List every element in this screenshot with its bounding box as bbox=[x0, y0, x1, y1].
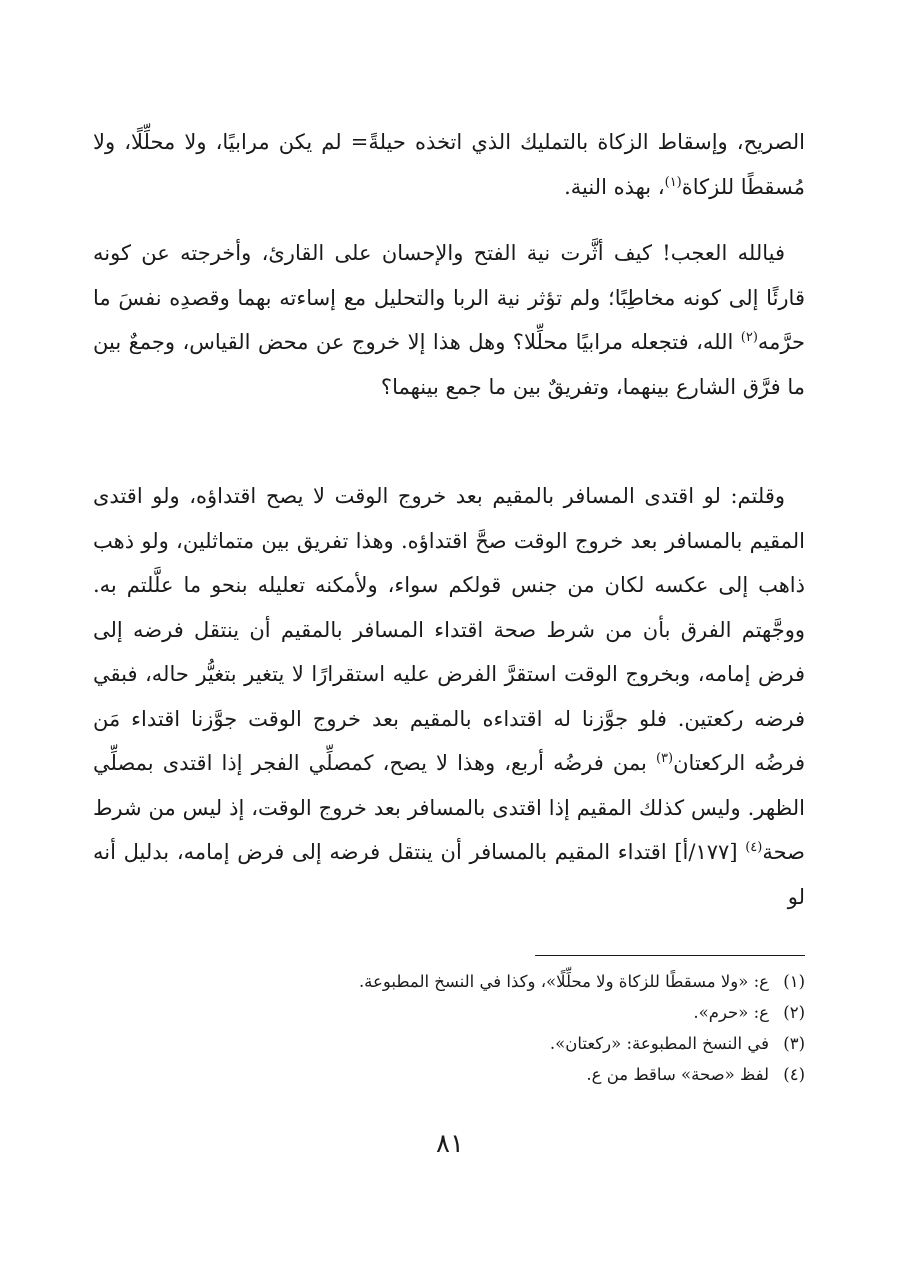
footnote-reference-3: (٣) bbox=[655, 751, 674, 766]
footnotes-list bbox=[93, 966, 805, 1090]
footnote-text: في النسخ المطبوعة: «ركعتان». bbox=[549, 1034, 769, 1053]
paragraph-text: وقلتم: لو اقتدى المسافر بالمقيم بعد خروج الوقت لا يصح اقتداؤه، ولو اقتدى المقيم بالمسافر بعد خروج الوقت صحَّ اقتداؤه. وهذا تفريق بين متماثلين، ولو ذهب ذاهب إلى عكسه لكان من جنس قولكم سواء، ولأمكنه تعليله بنحو ما علَّلتم به. ووجَّهتم الفرق بأن من شرط صحة اقتداء المسافر بالمقيم أن ينتقل فرضه إلى فرض إمامه، وبخروج الوقت استقرَّ الفرض عليه استقرارًا لا يتغير بتغيُّر حاله، فبقي فرضه ركعتين. فلو جوَّزنا له اقتداءه بالمقيم بعد خروج الوقت جوَّزنا اقتداء مَن فرضُه الركعتان bbox=[93, 484, 805, 775]
paragraph-text: ، بهذه النية. bbox=[564, 174, 665, 199]
footnote-number: (٤) bbox=[783, 1065, 805, 1084]
paragraph-text: [١٧٧/أ] اقتداء المقيم بالمسافر أن ينتقل فرضه إلى فرض إمامه، بدليل أنه لو bbox=[93, 840, 805, 909]
paragraph-text: بمن فرضُه أربع، وهذا لا يصح، كمصلِّي الفجر إذا اقتدى بمصلِّي الظهر. وليس كذلك المقيم إذا اقتدى بالمسافر بعد خروج الوقت، إذ ليس من شرط صحة bbox=[93, 751, 805, 864]
footnote-reference-2: (٢) bbox=[740, 330, 758, 345]
footnote-item bbox=[93, 1059, 805, 1090]
body-paragraph-1 bbox=[93, 120, 805, 209]
footnote-text: ع: «ولا مسقطًا للزكاة ولا محلِّلًا»، وكذا في النسخ المطبوعة. bbox=[358, 972, 769, 991]
footnote-item bbox=[93, 966, 805, 997]
footnote-reference-4: (٤) bbox=[745, 840, 763, 855]
footnote-text: ع: «حرم». bbox=[693, 1003, 769, 1022]
footnote-item bbox=[93, 997, 805, 1028]
footnote-item bbox=[93, 1028, 805, 1059]
footnote-number: (٢) bbox=[783, 1003, 805, 1022]
body-paragraph-3 bbox=[93, 474, 805, 919]
page-number: ٨١ bbox=[436, 1129, 464, 1159]
body-paragraph-2 bbox=[93, 231, 805, 409]
footnote-divider bbox=[535, 955, 805, 956]
paragraph-text: فيالله العجب! كيف أثَّرت نية الفتح والإحسان على القارئ، وأخرجته عن كونه قارئًا إلى كونه مخاطِبًا؛ ولم تؤثر نية الربا والتحليل مع إساءته بهما وقصدِه نفسَ ما حرَّمه bbox=[93, 241, 805, 354]
footnote-number: (١) bbox=[783, 972, 805, 991]
footnote-reference-1: (١) bbox=[664, 174, 682, 190]
footnote-number: (٣) bbox=[783, 1034, 805, 1053]
paragraph-text: الصريح، وإسقاط الزكاة بالتمليك الذي اتخذه حيلةً= لم يكن مرابيًا، ولا محلِّلًا، ولا مُسقطًا للزكاة bbox=[93, 130, 805, 199]
paragraph-text: الله، فتجعله مرابيًا محلِّلا؟ وهل هذا إلا خروج عن محض القياس، وجمعٌ بين ما فرَّق الشارع بينهما، وتفريقٌ بين ما جمع بينهما؟ bbox=[93, 330, 805, 399]
footnote-text: لفظ «صحة» ساقط من ع. bbox=[586, 1065, 769, 1084]
